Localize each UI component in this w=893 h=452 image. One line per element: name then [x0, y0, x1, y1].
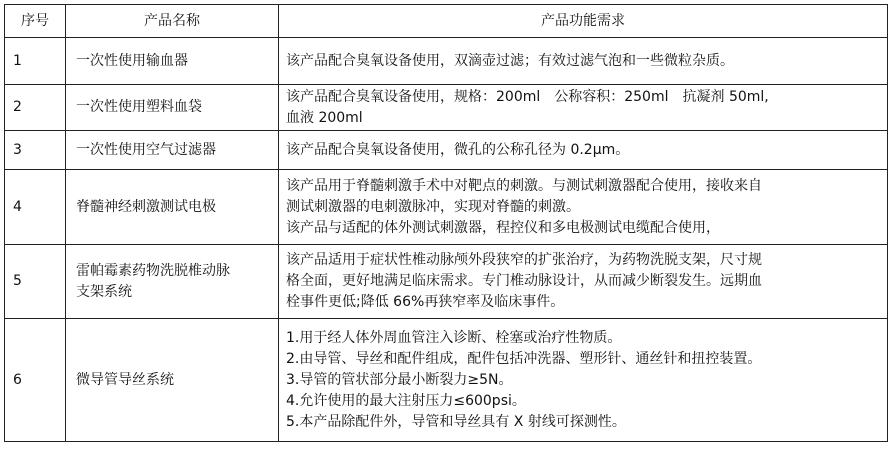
product-name: 一次性使用空气过滤器	[76, 141, 216, 158]
table-row	[5, 245, 888, 319]
row-number: 6	[5, 319, 66, 442]
row-number: 1	[5, 38, 66, 85]
product-name: 雷帕霉素药物洗脱椎动脉	[76, 262, 230, 279]
product-name: 一次性使用塑料血袋	[76, 99, 202, 115]
product-name: 一次性使用输血器	[76, 52, 188, 69]
function-text: 该产品用于脊髓刺激手术中对靶点的刺激。与测试刺激器配合使用，接收来自	[286, 177, 762, 194]
function-text: 1.用于经人体外周血管注入诊断、栓塞或治疗性物质。	[286, 329, 622, 346]
function-text: 该产品配合臭氧设备使用，规格：200ml 公称容积：250ml 抗凝剂 50ml,	[286, 88, 769, 105]
product-name-cell	[66, 38, 279, 85]
function-cell	[279, 38, 888, 85]
product-name: 支架系统	[76, 283, 132, 300]
product-name-cell	[66, 85, 279, 131]
table-row	[5, 85, 888, 131]
product-name-cell	[66, 170, 279, 245]
function-text: 该产品适用于症状性椎动脉颅外段狭窄的扩张治疗，为药物洗脱支架，尺寸规	[286, 252, 762, 268]
product-name-cell	[66, 319, 279, 442]
row-number: 5	[5, 245, 66, 319]
function-cell	[279, 319, 888, 442]
function-cell	[279, 245, 888, 319]
function-text: 该产品配合臭氧设备使用，双滴壶过滤；有效过滤气泡和一些微粒杂质。	[286, 52, 734, 69]
function-text: 5.本产品除配件外，导管和导丝具有 X 射线可探测性。	[286, 413, 626, 430]
table-row	[5, 38, 888, 85]
function-text: 3.导管的管状部分最小断裂力≥5N。	[286, 371, 513, 388]
function-text: 格全面，更好地满足临床需求。专门椎动脉设计，从而减少断裂发生。远期血	[286, 273, 762, 289]
header-function-requirements: 产品功能需求	[279, 5, 888, 38]
header-product-name: 产品名称	[66, 5, 279, 38]
product-name: 微导管导丝系统	[76, 371, 174, 388]
function-text: 该产品与适配的体外测试刺激器，程控仪和多电极测试电缆配合使用，	[286, 219, 720, 236]
product-table-container	[4, 4, 888, 442]
table-header-row	[5, 5, 888, 38]
function-cell	[279, 170, 888, 245]
function-text: 血液 200ml	[286, 109, 363, 126]
table-row	[5, 170, 888, 245]
product-name: 脊髓神经刺激测试电极	[76, 198, 216, 215]
row-number: 2	[5, 85, 66, 131]
function-text: 栓事件更低;降低 66%再狭窄率及临床事件。	[286, 294, 565, 310]
function-cell	[279, 131, 888, 170]
header-index: 序号	[5, 5, 66, 38]
function-text: 4.允许使用的最大注射压力≤600psi。	[286, 392, 526, 409]
product-name-cell	[66, 131, 279, 170]
function-text: 该产品配合臭氧设备使用，微孔的公称孔径为 0.2μm。	[286, 141, 630, 158]
row-number: 3	[5, 131, 66, 170]
function-text: 2.由导管、导丝和配件组成，配件包括冲洗器、塑形针、通丝针和扭控装置。	[286, 350, 762, 367]
product-requirements-table	[4, 4, 888, 442]
table-row	[5, 319, 888, 442]
function-text: 测试刺激器的电刺激脉冲，实现对脊髓的刺激。	[286, 198, 580, 215]
function-cell	[279, 85, 888, 131]
row-number: 4	[5, 170, 66, 245]
product-name-cell	[66, 245, 279, 319]
table-row	[5, 131, 888, 170]
